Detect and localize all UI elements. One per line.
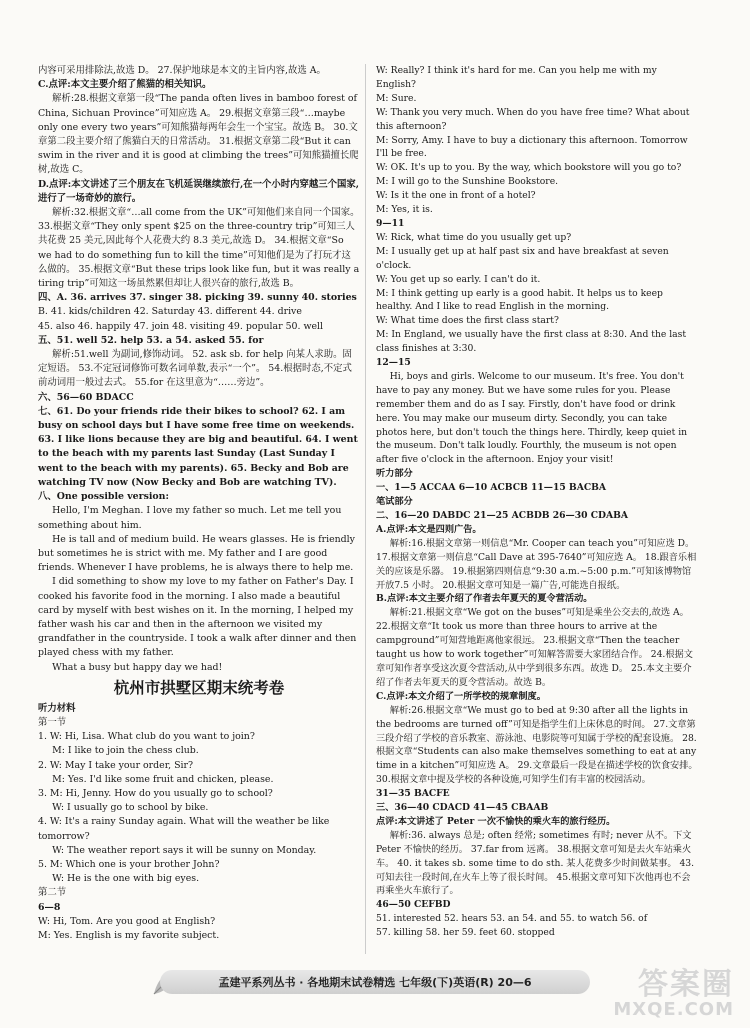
text-line: 七、61. Do your friends ride their bikes to school? 62. I am busy on school days but I have some free time on weekends. 63. I like lions because they are big and beautiful. 64. I went to the beach with my parents last Sunday (Last Sunday I went to the beach with my parents). 65. Becky and Bob are watching TV now (Now Becky and Bob are watching TV). [38, 405, 358, 488]
text-line: 51. interested 52. hears 53. an 54. and 55. to watch 56. of [376, 913, 648, 925]
text-line: Hello, I'm Meghan. I love my father so much. Let me tell you something about him. [38, 505, 342, 531]
text-line: 六、56—60 BDACC [38, 391, 134, 403]
text-line: 听力材料 [38, 702, 76, 714]
watermark-sub: MXQE.COM [613, 999, 734, 1020]
text-line: C.点评:本文介绍了一所学校的规章制度。 [376, 690, 546, 702]
text-line: 45. also 46. happily 47. join 48. visiting 49. popular 50. well [38, 320, 324, 332]
text-line: W: Rick, what time do you usually get up? [376, 231, 572, 243]
watermark-main: 答案圈 [638, 967, 734, 1002]
text-line: B. 41. kids/children 42. Saturday 43. different 44. drive [38, 306, 302, 318]
text-line: 2. W: May I take your order, Sir? [38, 759, 194, 771]
text-line: What a busy but happy day we had! [52, 661, 223, 673]
right-column [376, 64, 698, 940]
page-footer [160, 970, 590, 994]
section-title: 杭州市拱墅区期末统考卷 [113, 678, 285, 697]
left-column [38, 64, 360, 943]
text-line: 1. W: Hi, Lisa. What club do you want to join? [38, 731, 255, 743]
text-line: 四、A. 36. arrives 37. singer 38. picking 39. sunny 40. stories [38, 292, 357, 304]
text-line: W: OK. It's up to you. By the way, which bookstore will you go to? [376, 162, 682, 174]
text-line: 解析:28.根据文章第一段“The panda often lives in bamboo forest of China, Sichuan Province”可知应选 A。 29.根据文章第三段“…maybe only one every two years”可知熊猫每两年会生一个宝宝。故选 B。 30.文章第二段主要介绍了熊猫白天的日常活动。 31.根据文章第二段“But it can swim in the river and it is good at climbing the trees”可知熊猫擅长爬树,故选 C。 [38, 93, 359, 176]
text-line: M: I like to join the chess club. [52, 745, 199, 757]
text-line: W: Hi, Tom. Are you good at English? [38, 915, 216, 927]
text-line: Hi, boys and girls. Welcome to our museum. It's free. You don't have to pay any money. But we have some rules for you. Please remember them and do as I say. Firstly, don't have food or drink here. You may make our museum dirty. Secondly, you can take photos here, but don't touch the things here. Thirdly, keep quiet in the museum. Don't talk loudly. Fourthly, the museum is not open after five o'clock in the afternoon. Enjoy your visit! [376, 370, 688, 466]
text-line: A.点评:本文是四则广告。 [376, 523, 482, 535]
text-line: 解析:16.根据文章第一则信息“Mr. Cooper can teach you”可知应选 D。 17.根据文章第一则信息“Call Dave at 395-7640”可知应选 A。 18.跟音乐相关的应该是乐器。 19.根据第四则信息“9:30 a.m.~5:00 p.m.”可知该博物馆开放7.5 小时。 20.根据文章可知是一篇广告,可能选自报纸。 [376, 537, 697, 591]
text-line: M: Yes. English is my favorite subject. [38, 929, 220, 941]
text-line: W: You get up so early. I can't do it. [376, 273, 541, 285]
text-line: 解析:21.根据文章“We got on the buses”可知是乘坐公交去的,故选 A。 22.根据文章“It took us more than three hours to arrive at the campground”可知营地距离他家很远。 23.根据文章“Then the teacher taught us how to work together”可知解答需要大家团结合作。 24.根据文章可知作者享受这次夏令营活动,从中学到很多东西。故选 D。 25.本文主要介绍了作者去年夏天的夏令营活动。故选 B。 [376, 607, 693, 688]
text-line: 第一节 [38, 716, 67, 728]
text-line: 点评:本文讲述了 Peter 一次不愉快的乘火车的旅行经历。 [376, 815, 616, 827]
text-line: I did something to show my love to my father on Father's Day. I cooked his favorite food in the morning. I also made a beautiful card by myself with best wishes on it. In the morning, I helped my father wash his car and then in the afternoon we visited my grandfather in the countryside. I took a walk after dinner and then played chess with my father. [38, 576, 357, 659]
text-line: M: I think getting up early is a good habit. It helps us to keep healthy. And I like to read English in the morning. [376, 287, 663, 313]
text-line: M: Sorry, Amy. I have to buy a dictionary this afternoon. Tomorrow I'll be free. [376, 134, 688, 160]
text-line: D.点评:本文讲述了三个朋友在飞机延误继续旅行,在一个小时内穿越三个国家,进行了一场奇妙的旅行。 [38, 178, 360, 204]
text-line: 五、51. well 52. help 53. a 54. asked 55. for [38, 334, 264, 346]
text-line: M: In England, we usually have the first class at 8:30. And the last class finishes at 3:30. [376, 329, 687, 355]
text-line: 5. M: Which one is your brother John? [38, 858, 220, 870]
text-line: M: Sure. [376, 92, 417, 104]
text-line: 31—35 BACFE [376, 788, 450, 800]
text-line: 一、1—5 ACCAA 6—10 ACBCB 11—15 BACBA [376, 482, 607, 494]
text-line: 听力部分 [376, 468, 413, 480]
text-line: 6—8 [38, 901, 61, 913]
text-line: 内容可采用排除法,故选 D。 27.保护地球是本文的主旨内容,故选 A。 [38, 65, 326, 76]
text-line: 笔试部分 [376, 496, 413, 508]
text-line: M: I will go to the Sunshine Bookstore. [376, 176, 559, 188]
text-line: 4. W: It's a rainy Sunday again. What will the weather be like tomorrow? [38, 816, 330, 842]
text-line: M: Yes. I'd like some fruit and chicken, please. [52, 773, 274, 785]
text-line: W: Really? I think it's hard for me. Can you help me with my English? [376, 65, 657, 90]
text-line: 解析:32.根据文章“…all come from the UK”可知他们来自同一个国家。 33.根据文章“They only spent $25 on the three-country trip”可知三人共花费 25 美元,因此每个人花费大约 8.3 美元,故选 D。 34.根据文章“So we had to do something fun to kill the time”可知他们是为了打玩才这么做的。 35.根据文章“But these trips look like fun, but it was really a tiring trip”可知这一场虽然累但却让人很兴奋的旅行,故选 B。 [38, 207, 360, 290]
text-line: W: Is it the one in front of a hotel? [376, 190, 536, 202]
text-line: W: I usually go to school by bike. [52, 802, 209, 814]
text-line: W: He is the one with big eyes. [52, 873, 200, 885]
text-line: W: Thank you very much. When do you have free time? What about this afternoon? [376, 106, 690, 132]
text-line: 46—50 CEFBD [376, 899, 451, 911]
text-line: 12—15 [376, 357, 411, 369]
text-line: He is tall and of medium build. He wears glasses. He is friendly but sometimes he is strict with me. My father and I are good friends. Whenever I have problems, he is always there to help me. [38, 533, 355, 574]
text-line: 57. killing 58. her 59. feet 60. stopped [376, 927, 555, 939]
text-line: 解析:36. always 总是; often 经常; sometimes 有时; never 从不。下文 Peter 不愉快的经历。 37.far from 远离。 38.根据文章可知是去火车站乘火车。 40. it takes sb. some time to do sth. 某人花费多少时间做某事。 43.可知去往一段时间,在火车上等了很长时间。 45.根据文章可知下次他再也不会再乘坐火车旅行了。 [376, 829, 695, 897]
text-line: B.点评:本文主要介绍了作者去年夏天的夏令营活动。 [376, 593, 593, 605]
text-line: M: I usually get up at half past six and have breakfast at seven o'clock. [376, 245, 669, 271]
text-line: 解析:51.well 为副词,修饰动词。 52. ask sb. for help 向某人求助。固定短语。 53.不定冠词修饰可数名词单数,表示“一个”。 54.根据时态,不定式前动词用一般过去式。 55.for 在这里意为“……旁边”。 [38, 349, 352, 389]
text-line: 9—11 [376, 217, 405, 229]
text-line: W: What time does the first class start? [376, 315, 559, 327]
text-line: W: The weather report says it will be sunny on Monday. [52, 844, 317, 856]
text-line: 八、One possible version: [38, 491, 169, 503]
footer-text: 孟建平系列丛书 · 各地期末试卷精选 七年级(下)英语(R) 20—6 [218, 976, 532, 989]
column-divider [365, 64, 366, 954]
text-line: 解析:26.根据文章“We must go to bed at 9:30 after all the lights in the bedrooms are turned off”可知是指学生们上床休息的时间。 27.文章第三段介绍了学校的音乐教室、游泳池、电影院等可知属于学校的配套设施。 28.根据文章“Students can also make themselves something to eat at any time in a kitchen”可知应选 A。 29.文章最后一段是在描述学校的饮食安排。 30.根据文章中提及学校的各种设施,可知学生们有丰富的校园活动。 [376, 704, 698, 786]
text-line: 第二节 [38, 887, 67, 899]
text-line: 3. M: Hi, Jenny. How do you usually go to school? [38, 787, 273, 799]
text-line: M: Yes, it is. [376, 204, 433, 216]
text-line: 二、16—20 DABDC 21—25 ACBDB 26—30 CDABA [376, 510, 629, 521]
text-line: C.点评:本文主要介绍了熊猫的相关知识。 [38, 79, 212, 91]
site-watermark [613, 967, 734, 1020]
text-line: 三、36—40 CDACD 41—45 CBAAB [376, 802, 549, 814]
